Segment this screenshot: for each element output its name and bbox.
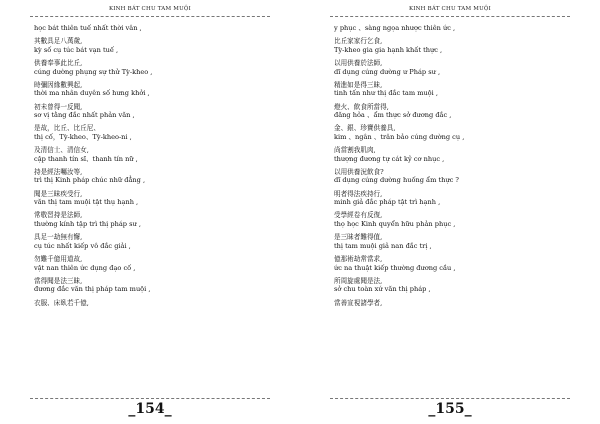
text-line: 當得聞是法三昧, [34, 276, 83, 285]
running-head: KINH BÁT CHU TAM MUỘI [408, 6, 492, 12]
page-text [334, 24, 574, 307]
footer-rule [330, 398, 570, 399]
header-rule [330, 16, 570, 17]
text-line: đăng hỏa 、ẩm thực sở đương đắc , [334, 111, 452, 120]
page-text [34, 24, 274, 307]
text-line: học bát thiên tuế nhất thời vân , [34, 24, 142, 32]
text-line: tinh tấn như thị đắc tam muội , [334, 89, 438, 98]
text-line: 是故，比丘、比丘尼、 [34, 124, 100, 133]
text-line: cập thanh tín sĩ、thanh tín nữ , [34, 154, 138, 163]
text-line: ức na thuật kiếp thường đương cầu , [334, 263, 456, 272]
text-line: 受學經卷有反復, [334, 211, 383, 220]
text-line: 當善宣視諸學者, [334, 298, 383, 307]
text-line: 比丘家家行乞食, [334, 37, 383, 46]
text-line: 常敬習持是法師, [34, 211, 83, 220]
text-line: 所周旋處聞是法, [334, 276, 383, 285]
text-line: Tỳ-kheo gia gia hạnh khất thực , [334, 45, 443, 54]
text-line: kỳ số cụ túc bát vạn tuế , [34, 45, 119, 54]
text-line: thọ học Kinh quyển hữu phản phục , [334, 220, 456, 229]
page-number: _155_ [428, 401, 472, 417]
text-line: thời ma nhân duyên số hưng khởi , [34, 89, 150, 98]
text-line: 時彌因緣數興起, [34, 80, 83, 89]
text-line: 其數具足八萬歲, [34, 37, 83, 46]
text-line: sơ vị tằng đắc nhất phản văn , [34, 111, 135, 120]
text-line: dĩ dụng cúng dường huống ẩm thực ? [334, 176, 459, 185]
text-line: 是三昧者難得值, [334, 233, 383, 242]
text-line: 初未曾得一反聞, [34, 102, 83, 111]
text-line: 聞是三昧疾受行, [34, 189, 83, 198]
text-line: 精進如是得三昧, [334, 80, 383, 89]
text-line: văn thị tam muội tật thụ hạnh , [34, 198, 139, 207]
text-line: dĩ dụng cúng dường ư Pháp sư , [334, 67, 441, 76]
text-line: thị cố，Tỳ-kheo、Tỳ-kheo-ni , [34, 132, 132, 141]
text-line: 億那術劫常當求, [334, 255, 383, 263]
text-line: 持是經法囑汝等, [34, 167, 83, 176]
text-line: 以用供養況飲食? [334, 167, 384, 176]
text-line: thượng đương tự cát kỷ cơ nhục , [334, 154, 445, 163]
text-line: sở chu toàn xứ văn thị pháp , [334, 285, 431, 294]
text-line: 勿難千億用道故, [34, 255, 83, 263]
text-line: 具足一劫無有懈, [34, 233, 83, 242]
text-line: đương đắc văn thị pháp tam muội , [34, 285, 151, 294]
text-line: 燈火、飲食所當得, [334, 102, 389, 111]
header-rule [30, 16, 270, 17]
text-line: minh giả đắc pháp tật trì hạnh , [334, 198, 441, 207]
text-line: thường kính tập trì thị pháp sư , [34, 220, 141, 229]
text-line: 明者得法疾持行, [334, 189, 383, 198]
text-line: trì thị Kinh pháp chúc nhữ đẳng , [34, 176, 146, 185]
text-line: vật nan thiên ức dụng đạo cố , [34, 263, 136, 272]
text-line: 尚當割我肌肉, [334, 146, 376, 155]
text-line: 金、銀、珍寶供養具, [334, 124, 396, 133]
text-line: 衣服、床臥若千億, [34, 298, 89, 307]
text-line: 及清信士、清信女, [34, 146, 89, 155]
running-head: KINH BÁT CHU TAM MUỘI [108, 6, 192, 12]
footer-rule [30, 398, 270, 399]
text-line: 供養奉事此比丘, [34, 58, 83, 67]
text-line: y phục 、sàng ngọa nhược thiên ức , [334, 24, 456, 32]
text-line: cúng dường phụng sự thử Tỳ-kheo , [34, 67, 153, 76]
text-line: cụ túc nhất kiếp vô đắc giải , [34, 241, 131, 250]
page-number: _154_ [128, 401, 172, 417]
right-page [300, 0, 600, 424]
text-line: thị tam muội giả nan đắc trị , [334, 241, 432, 250]
text-line: kim 、ngân 、trân bảo cúng dường cụ , [334, 132, 465, 141]
text-line: 以用供養於法師, [334, 58, 383, 67]
